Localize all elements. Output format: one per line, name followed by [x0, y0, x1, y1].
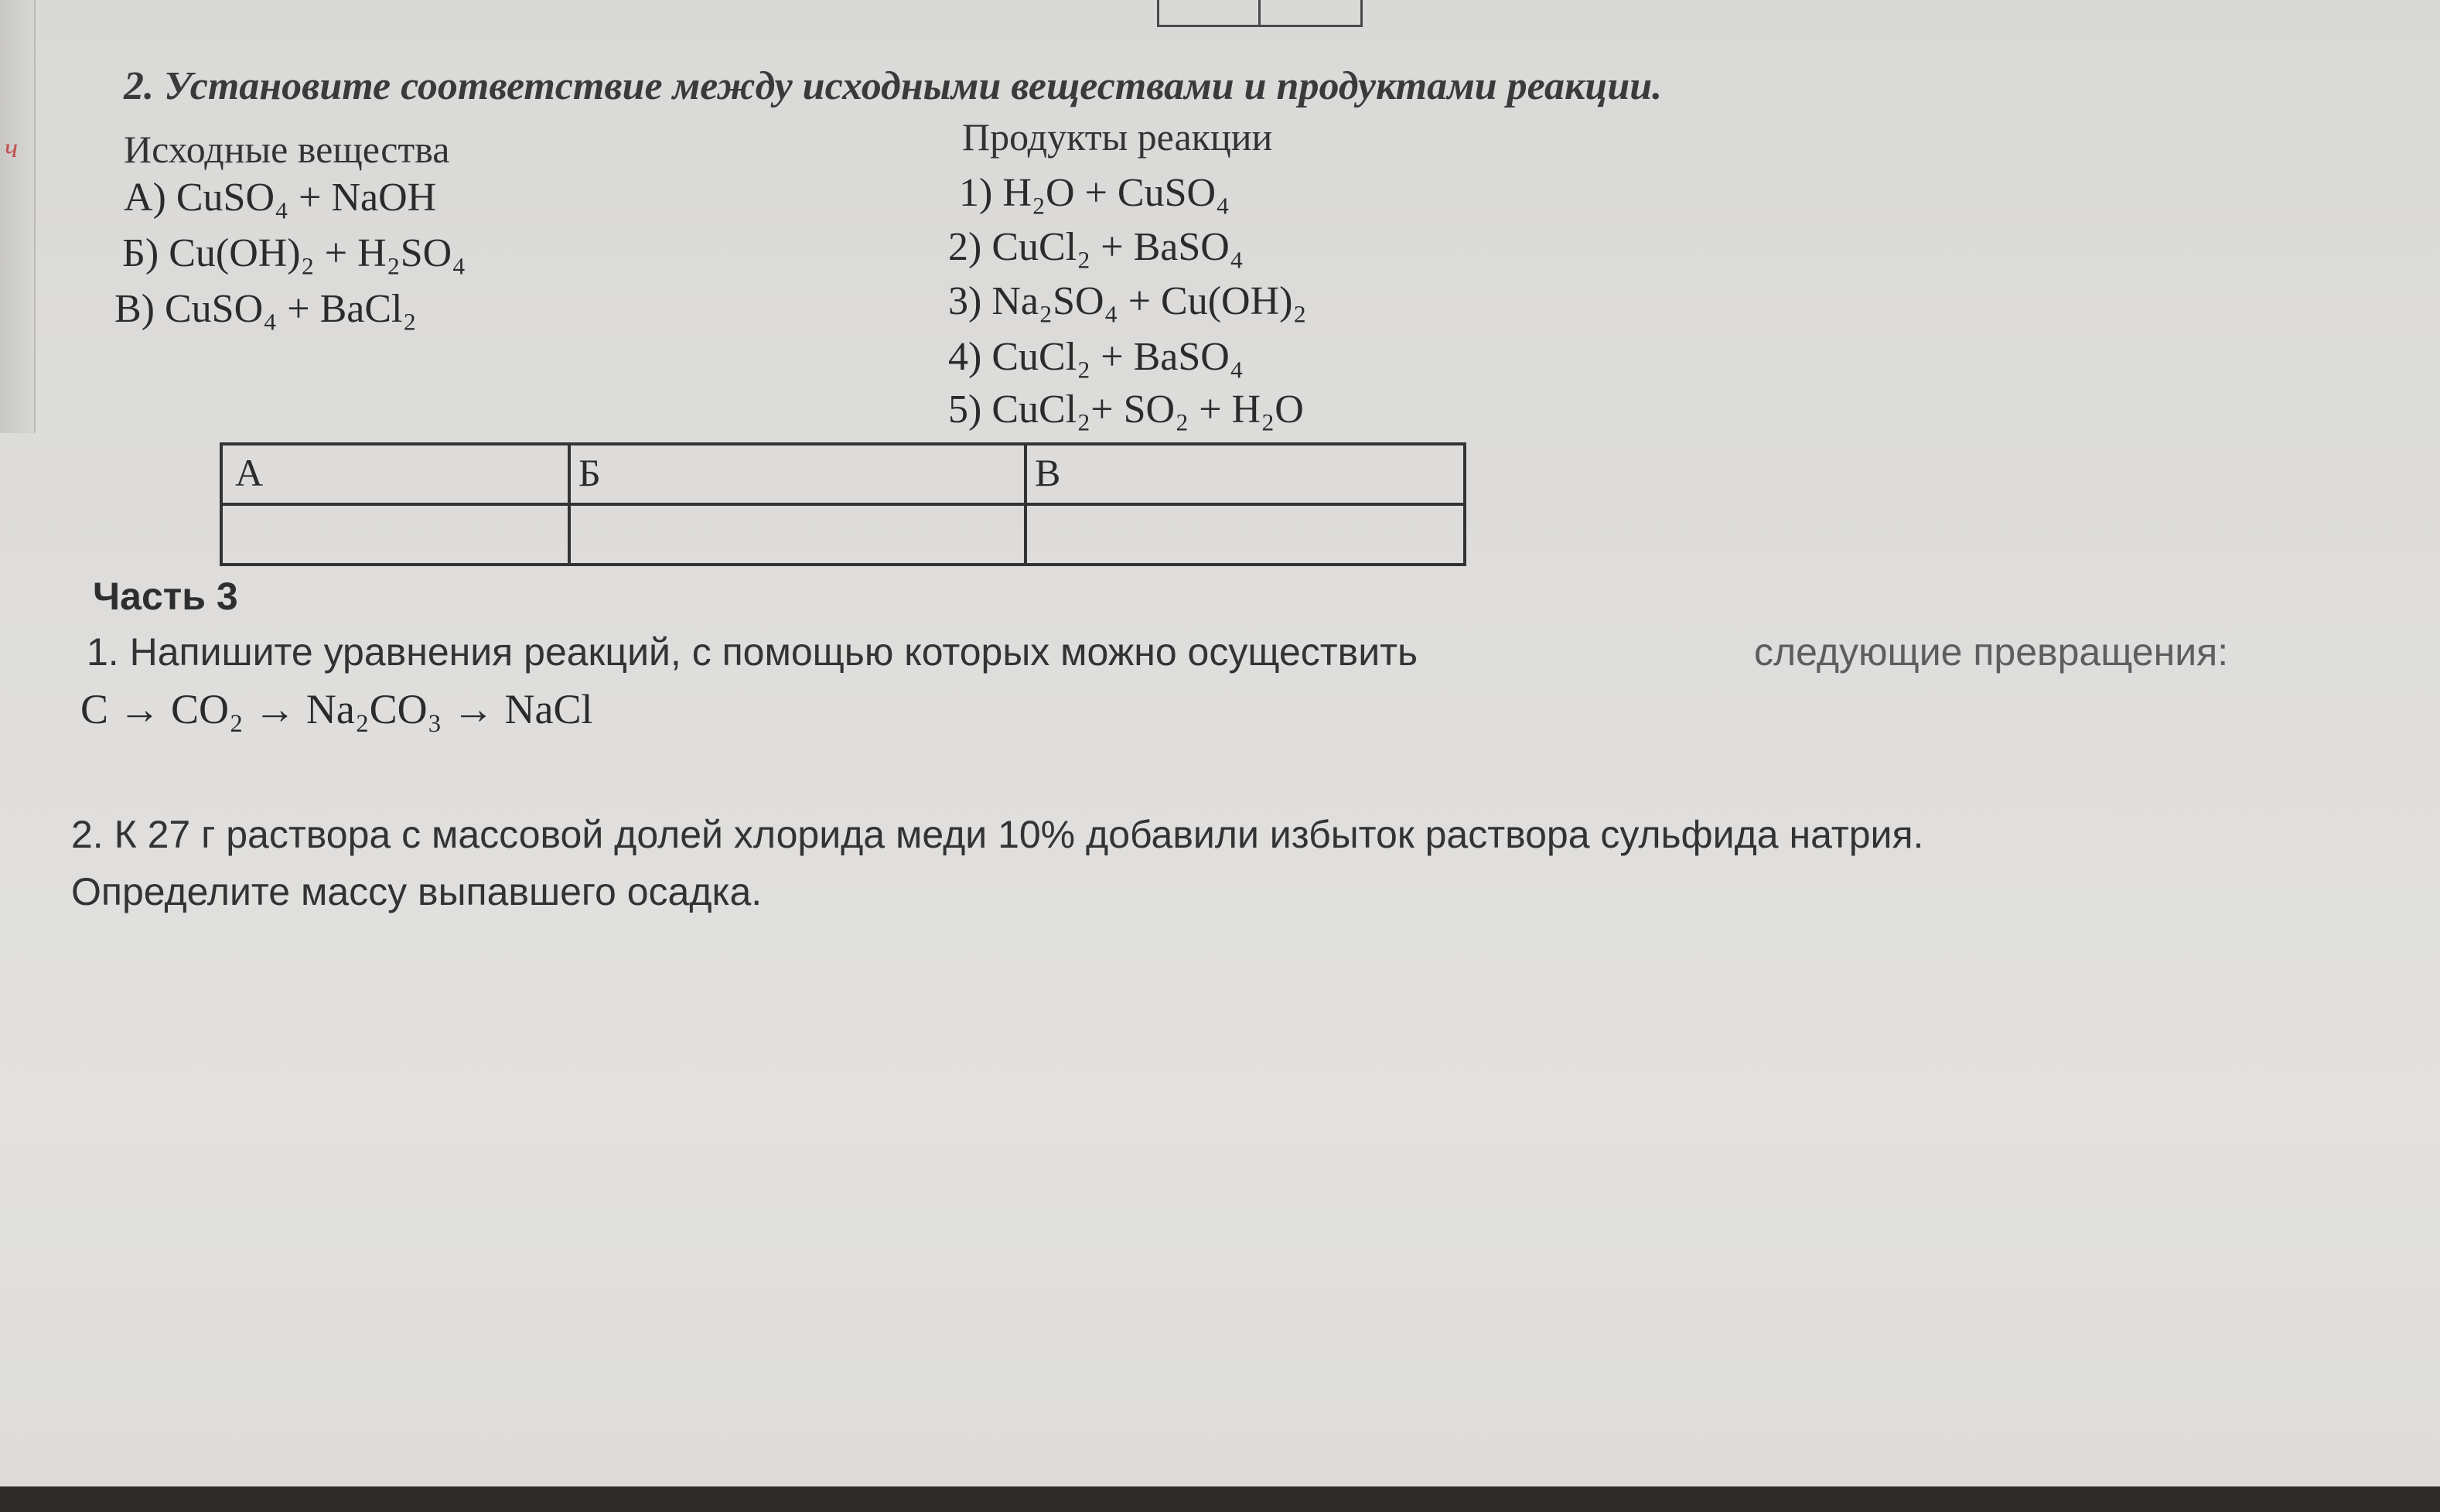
product-2	[948, 224, 1244, 270]
reactant-formula: CuSO₄ + NaOH	[176, 176, 437, 220]
table-column-divider	[568, 445, 571, 563]
part3-question-1: 1. Напишите уравнения реакций, с помощью которых можно осуществить	[87, 630, 1418, 674]
product-3	[948, 278, 1307, 324]
binding-edge	[0, 0, 36, 433]
product-label: 3)	[948, 279, 982, 323]
product-formula: CuCl₂ + BaSO₄	[991, 225, 1244, 269]
product-1	[959, 170, 1230, 216]
answer-table	[220, 442, 1466, 566]
part3-question-1-continuation: следующие превращения:	[1754, 630, 2229, 674]
reactant-label: А)	[124, 176, 166, 220]
reactant-a	[124, 175, 436, 220]
product-5	[948, 387, 1304, 432]
table-column-divider	[1024, 445, 1027, 563]
reactant-formula: Cu(OH)₂ + H₂SO₄	[169, 231, 466, 275]
table-header-a: А	[235, 451, 264, 494]
part3-question-2-line-1: 2. К 27 г раствора с массовой долей хлорида меди 10% добавили избыток раствора сульфида натрия.	[71, 813, 1924, 856]
table-header-b: Б	[578, 451, 601, 494]
task-2-title: 2. Установите соответствие между исходными веществами и продуктами реакции.	[124, 64, 1663, 108]
reactant-label: Б)	[122, 231, 159, 275]
product-label: 5)	[948, 387, 982, 432]
reactants-heading: Исходные вещества	[124, 128, 450, 171]
transformation-chain: C → CO₂ → Na₂CO₃ → NaCl	[80, 686, 593, 732]
product-label: 2)	[948, 225, 982, 269]
products-heading: Продукты реакции	[962, 115, 1273, 159]
product-formula: CuCl₂ + BaSO₄	[991, 335, 1244, 379]
product-label: 1)	[959, 171, 993, 215]
product-label: 4)	[948, 335, 982, 379]
reactant-formula: CuSO₄ + BaCl₂	[165, 287, 417, 331]
table-row-divider	[223, 503, 1463, 506]
previous-answer-table-fragment	[1157, 0, 1363, 27]
product-formula: CuCl₂+ SO₂ + H₂O	[991, 387, 1304, 432]
reactant-v	[114, 286, 417, 332]
product-formula: H₂O + CuSO₄	[1002, 171, 1230, 215]
part-3-title: Часть 3	[93, 575, 238, 618]
reactant-label: В)	[114, 287, 155, 331]
product-formula: Na₂SO₄ + Cu(OH)₂	[991, 279, 1307, 323]
margin-mark: ч	[5, 132, 19, 163]
product-4	[948, 334, 1244, 380]
reactant-b	[122, 230, 466, 276]
table-divider	[1258, 0, 1261, 25]
desk-surface	[0, 1486, 2440, 1512]
table-header-v: В	[1035, 451, 1061, 494]
part3-question-2-line-2: Определите массу выпавшего осадка.	[71, 870, 763, 913]
